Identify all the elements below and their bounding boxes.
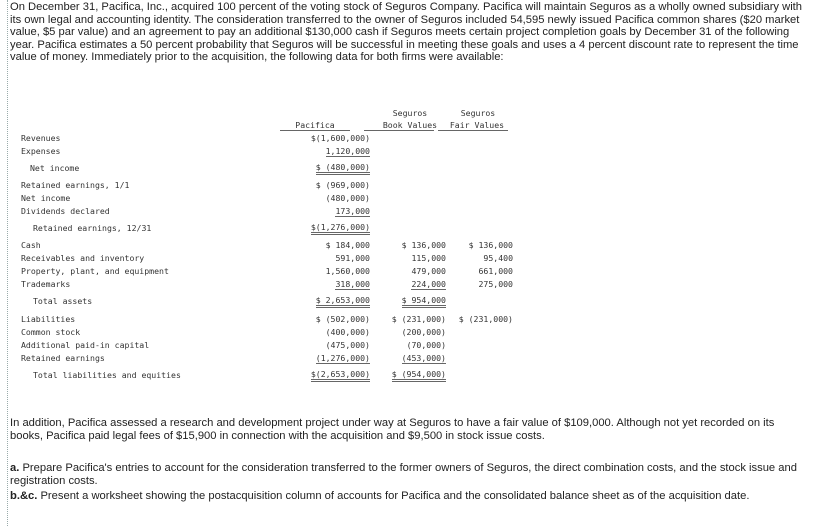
header-seguros-book-line1: Seguros (392, 108, 428, 118)
book-trademarks: 224,000 (411, 279, 446, 289)
row-label-apic: Additional paid-in capital (21, 340, 150, 350)
part-bc-question (10, 490, 810, 503)
header-seguros-fair-line2: Fair Values (449, 120, 505, 130)
part-a-question (10, 462, 810, 487)
fair-receivables: 95,400 (483, 253, 513, 263)
pacifica-revenues: $(1,600,000) (310, 133, 370, 143)
pacifica-retained-earnings-end: $(1,276,000) (311, 222, 370, 235)
fair-cash: $ 136,000 (468, 240, 513, 250)
book-retained-earnings: (453,000) (401, 353, 446, 363)
part-a-label: a. (10, 462, 20, 474)
intro-paragraph: On December 31, Pacifica, Inc., acquired 100 percent of the voting stock of Seguros Company. Pacifica will maintain Seguros as a wholly owned subsidiary with its own legal and accounting identity. The consideration transferred to the owner of Seguros included 54,595 newly issued Pacifica common shares ($20 market value, $5 par value) and an agreement to pay an additional $130,000 cash if Seguros meets certain project completion goals by December 31 of the following year. Pacifica estimates a 50 percent probability that Seguros will be successful in meeting these goals and uses a 4 percent discount rate to represent the time value of money. Immediately prior to the acquisition, the following data for both firms were available: (10, 1, 803, 64)
pacifica-retained-earnings-begin: $ (969,000) (315, 180, 370, 190)
row-label-expenses: Expenses (21, 146, 61, 156)
book-total-liabilities-equities: $ (954,000) (392, 369, 446, 382)
row-label-revenues: Revenues (21, 133, 61, 143)
row-label-liabilities: Liabilities (21, 314, 76, 324)
row-label-common-stock: Common stock (21, 327, 81, 337)
pacifica-trademarks: 318,000 (335, 279, 370, 289)
row-label-retained-earnings-begin: Retained earnings, 1/1 (21, 180, 130, 190)
fair-liabilities: $ (231,000) (458, 314, 513, 324)
pacifica-apic: (475,000) (325, 340, 370, 350)
fair-ppe: 661,000 (478, 266, 513, 276)
pacifica-retained-earnings: (1,276,000) (315, 353, 370, 363)
pacifica-common-stock: (400,000) (325, 327, 370, 337)
row-label-net-income-2: Net income (21, 193, 71, 203)
book-ppe: 479,000 (411, 266, 446, 276)
header-rule-fair (438, 130, 508, 131)
part-a-text: Prepare Pacifica's entries to account for the consideration transferred to the former owners of Seguros, the direct combination costs, and the stock issue and registration costs. (10, 462, 797, 487)
part-bc-text: Present a worksheet showing the postacquisition column of accounts for Pacifica and the consolidated balance sheet as of the acquisition date. (40, 490, 750, 502)
pacifica-expenses: 1,120,000 (325, 146, 370, 156)
pacifica-liabilities: $ (502,000) (315, 314, 370, 324)
book-cash: $ 136,000 (401, 240, 446, 250)
pacifica-net-income-2: (480,000) (325, 193, 370, 203)
row-label-net-income: Net income (30, 163, 80, 173)
header-pacifica: Pacifica (295, 120, 335, 130)
header-rule-pacifica (280, 130, 350, 131)
row-label-total-assets: Total assets (33, 296, 93, 306)
pacifica-dividends: 173,000 (335, 206, 370, 216)
pacifica-total-liabilities-equities: $(2,653,000) (311, 369, 370, 382)
header-rule-book (364, 130, 434, 131)
pacifica-total-assets: $ 2,653,000 (316, 295, 370, 308)
header-seguros-fair-line1: Seguros (460, 108, 496, 118)
book-receivables: 115,000 (411, 253, 446, 263)
book-total-assets: $ 954,000 (402, 295, 446, 308)
row-label-retained-earnings: Retained earnings (21, 353, 105, 363)
row-label-retained-earnings-end: Retained earnings, 12/31 (33, 223, 152, 233)
financial-data-table (18, 105, 513, 385)
part-bc-label: b.&c. (10, 490, 38, 502)
book-apic: (70,000) (406, 340, 446, 350)
pacifica-cash: $ 184,000 (325, 240, 370, 250)
row-label-dividends: Dividends declared (21, 206, 110, 216)
pacifica-receivables: 591,000 (335, 253, 370, 263)
pacifica-ppe: 1,560,000 (325, 266, 370, 276)
row-label-ppe: Property, plant, and equipment (21, 266, 169, 276)
addition-paragraph: In addition, Pacifica assessed a research and development project under way at Seguros to have a fair value of $109,000. Although not yet recorded on its books, Pacifica paid legal fees of $15,900 in connection with the acquisition and $9,500 in stock issue costs. (10, 417, 775, 442)
fair-trademarks: 275,000 (478, 279, 513, 289)
row-label-total-liabilities-equities: Total liabilities and equities (33, 370, 181, 380)
row-label-trademarks: Trademarks (21, 279, 71, 289)
book-liabilities: $ (231,000) (391, 314, 446, 324)
book-common-stock: (200,000) (401, 327, 446, 337)
header-seguros-book-line2: Book Values (382, 120, 438, 130)
pacifica-net-income: $ (480,000) (316, 162, 370, 175)
row-label-receivables: Receivables and inventory (21, 253, 145, 263)
row-label-cash: Cash (21, 240, 41, 250)
